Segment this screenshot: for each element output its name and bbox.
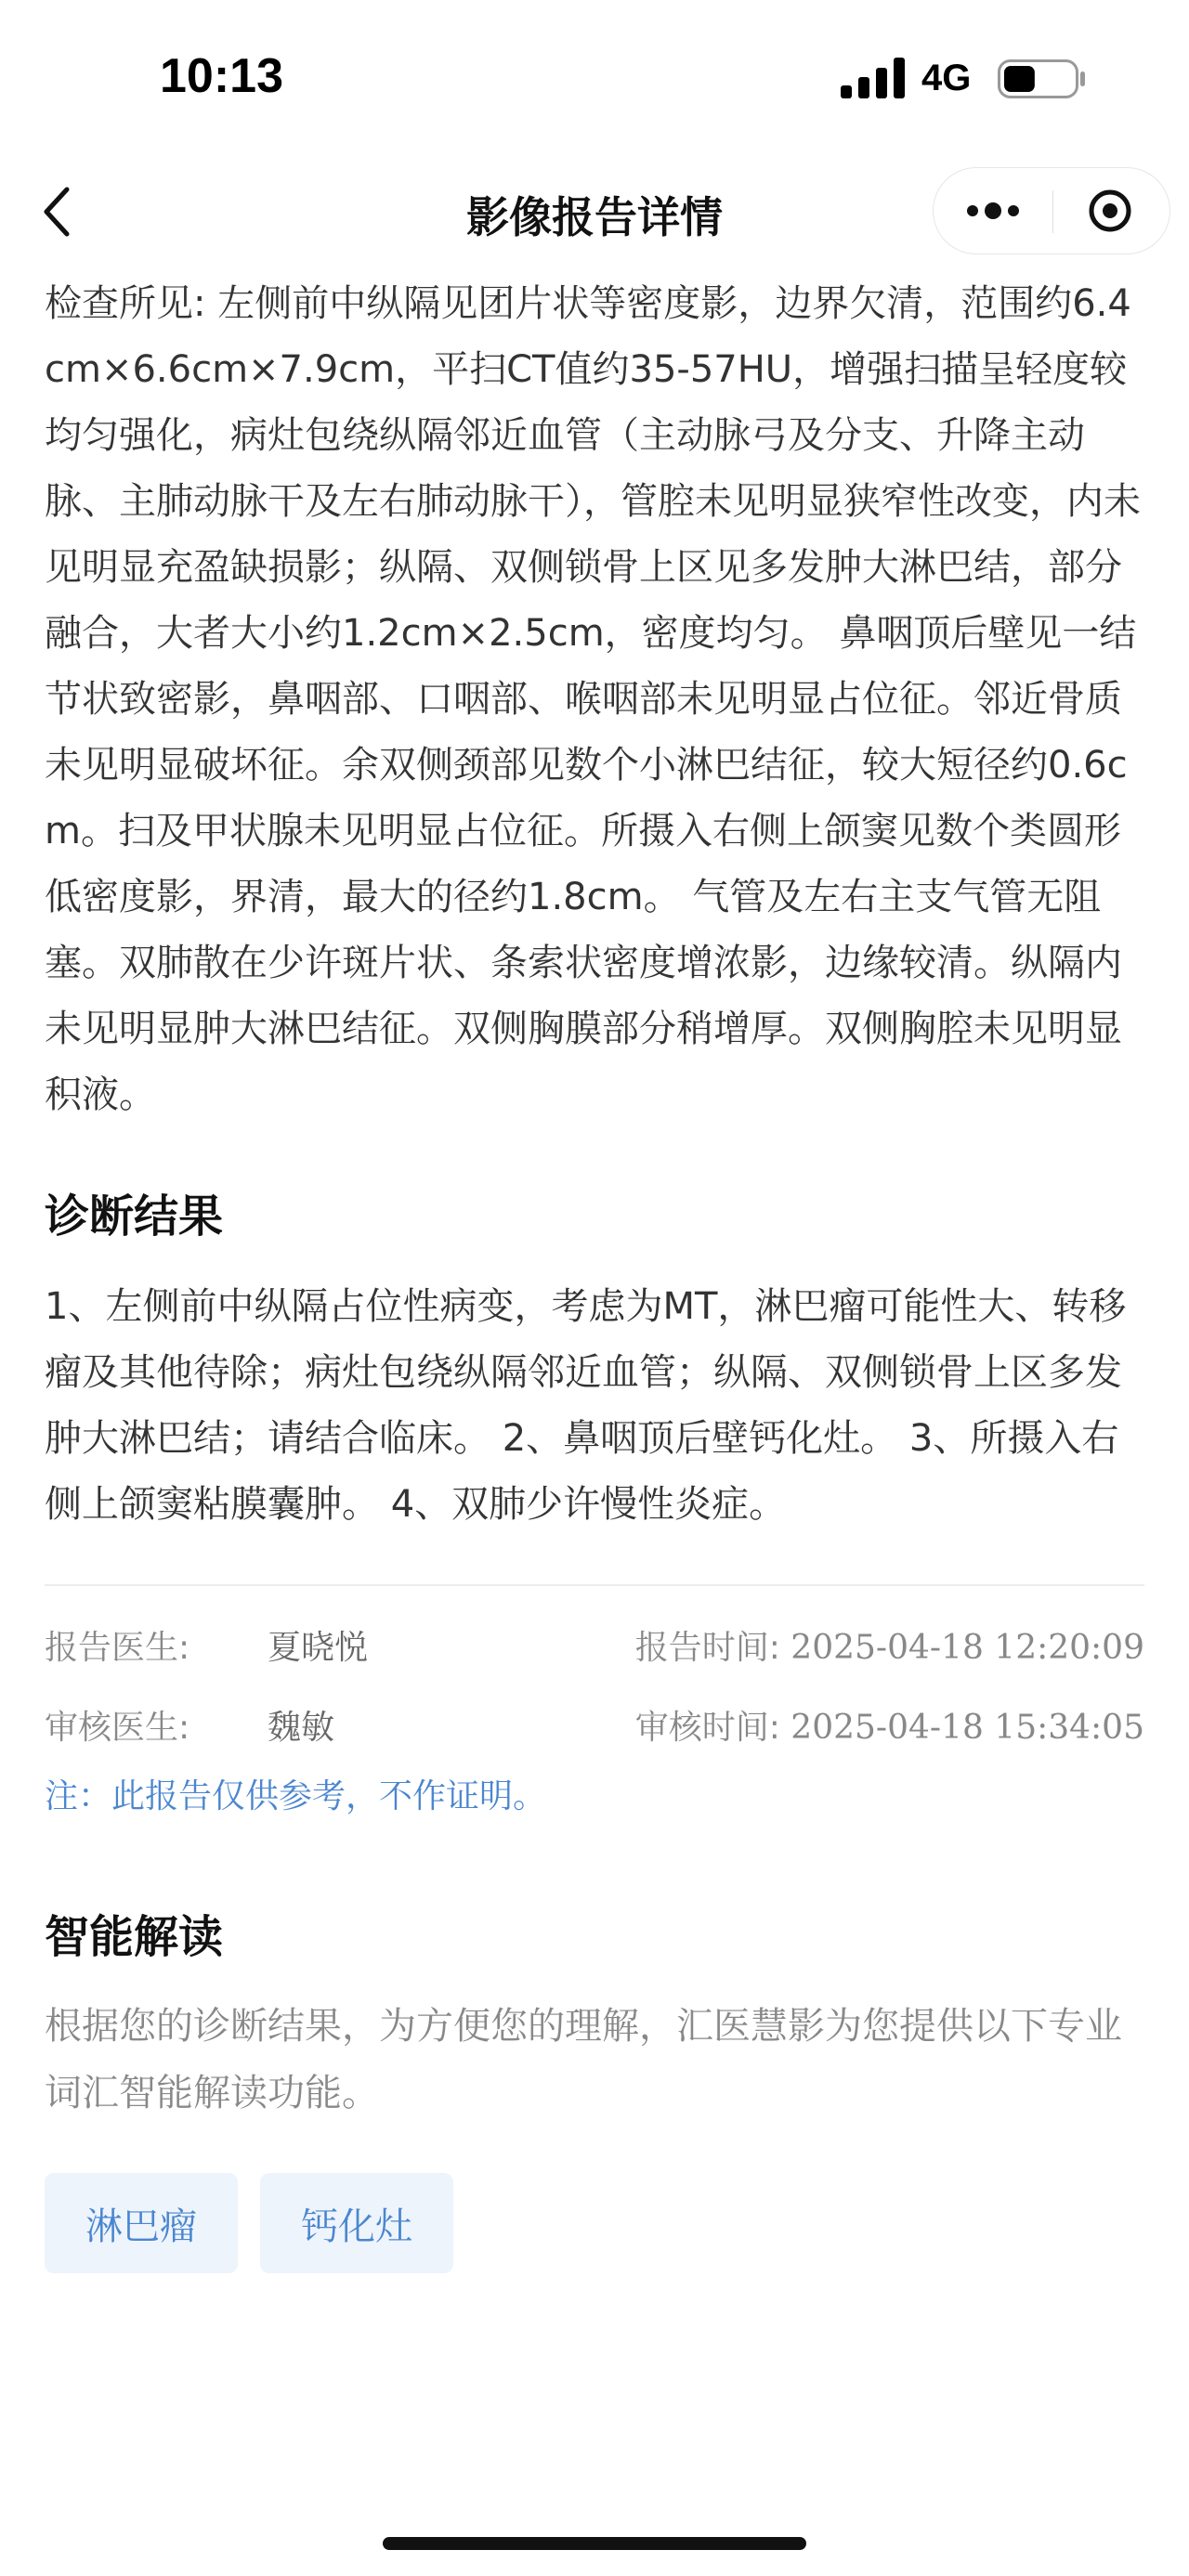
review-time-value: 2025-04-18 15:34:05 <box>790 1709 1144 1747</box>
review-doctor-name: 魏敏 <box>268 1709 335 1747</box>
nav-bar <box>0 158 1189 265</box>
review-doctor-row <box>45 1683 1144 1763</box>
smart-interpretation-text: 根据您的诊断结果，为方便您的理解，汇医慧影为您提供以下专业词汇智能解读功能。 <box>45 2005 1122 2114</box>
more-dots-icon[interactable] <box>956 187 1030 235</box>
report-meta <box>45 1603 1144 1763</box>
review-doctor-label: 审核医生: <box>45 1709 190 1747</box>
smart-interpretation-title: 智能解读 <box>45 1911 224 1963</box>
findings-text: 检查所见: 左侧前中纵隔见团片状等密度影，边界欠清，范围约6.4cm×6.6cm×7.9cm，平扫CT值约35-57HU，增强扫描呈轻度较均匀强化，病灶包绕纵隔邻近血管（主动脉弓及分支、升降主动脉、主肺动脉干及左右肺动脉干），管腔未见明显狭窄性改变，内未见明显充盈缺损影；纵隔、双侧锁骨上区见多发肿大淋巴结，部分融合，大者大小约1.2cm×2.5cm，密度均匀。 鼻咽顶后壁见一结节状致密影，鼻咽部、口咽部、喉咽部未见明显占位征。邻近骨质未见明显破坏征。余双侧颈部见数个小淋巴结征，较大短径约0.6cm。扫及甲状腺未见明显占位征。所摄入右侧上颌窦见数个类圆形低密度影，界清，最大的径约1.8cm。 气管及左右主支气管无阻塞。双肺散在少许斑片状、条索状密度增浓影，边缘较清。纵隔内未见明显肿大淋巴结征。双侧胸膜部分稍增厚。双侧胸腔未见明显积液。 <box>45 282 1141 1116</box>
term-tag-calcification[interactable]: 钙化灶 <box>260 2173 453 2273</box>
miniprogram-capsule <box>933 167 1170 254</box>
battery-icon <box>998 59 1087 98</box>
term-tag-lymphoma[interactable]: 淋巴瘤 <box>45 2173 238 2273</box>
status-bar <box>0 0 1189 158</box>
report-time <box>635 1621 1144 1669</box>
term-tags <box>45 2173 1144 2273</box>
capsule-divider <box>1052 190 1053 233</box>
report-time-label: 报告时间: <box>634 1629 780 1667</box>
status-time: 10:13 <box>160 49 283 103</box>
report-content <box>45 271 1144 2273</box>
target-circle-icon[interactable] <box>1073 187 1147 235</box>
home-indicator <box>383 2537 806 2550</box>
report-doctor-label: 报告医生: <box>45 1629 190 1667</box>
review-time <box>635 1701 1144 1749</box>
report-time-value: 2025-04-18 12:20:09 <box>790 1629 1144 1667</box>
disclaimer-note: 注：此报告仅供参考，不作证明。 <box>45 1777 547 1815</box>
network-label: 4G <box>921 58 972 98</box>
divider <box>45 1584 1144 1586</box>
report-doctor-name: 夏晓悦 <box>268 1629 369 1667</box>
diagnosis-title: 诊断结果 <box>45 1190 224 1242</box>
signal-bars-icon <box>841 58 906 98</box>
review-time-label: 审核时间: <box>634 1709 780 1747</box>
page-title: 影像报告详情 <box>466 192 723 242</box>
report-doctor-row <box>45 1603 1144 1683</box>
diagnosis-text: 1、左侧前中纵隔占位性病变，考虑为MT，淋巴瘤可能性大、转移瘤及其他待除；病灶包绕纵隔邻近血管；纵隔、双侧锁骨上区多发肿大淋巴结；请结合临床。 2、鼻咽顶后壁钙化灶。 3、所摄入右侧上颌窦粘膜囊肿。 4、双肺少许慢性炎症。 <box>45 1285 1127 1526</box>
